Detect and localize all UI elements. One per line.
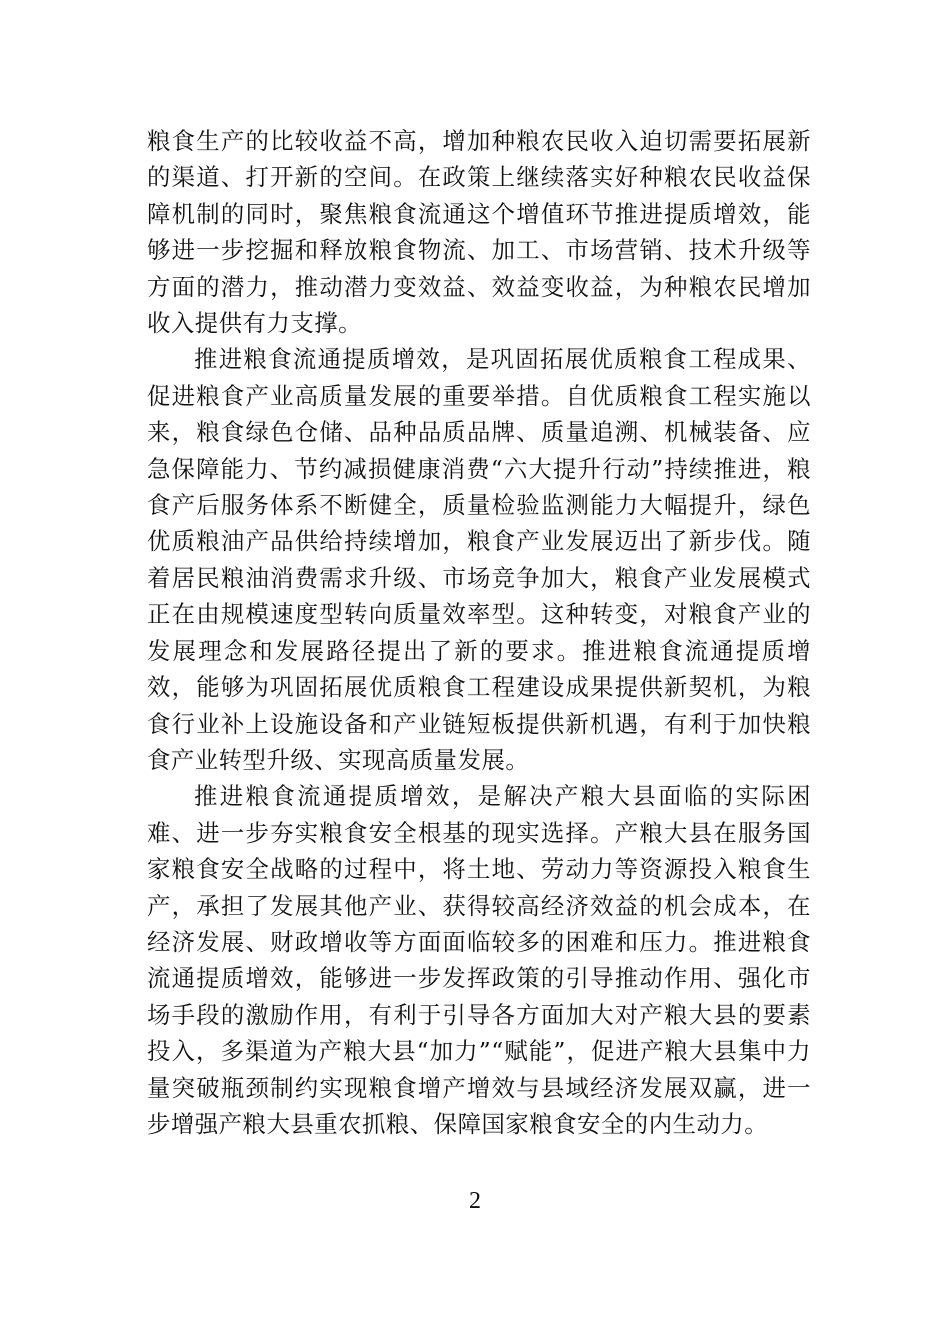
paragraph-continued: 粮食生产的比较收益不高，增加种粮农民收入迫切需要拓展新的渠道、打开新的空间。在政策上继续落实好种粮农民收益保障机制的同时，聚焦粮食流通这个增值环节推进提质增效，能够进一步挖掘和释放粮食物流、加工、市场营销、技术升级等方面的潜力，推动潜力变效益、效益变收益，为种粮农民增加收入提供有力支撑。 xyxy=(147,127,811,338)
paragraph-grain-producing-counties: 推进粮食流通提质增效，是解决产粮大县面临的实际困难、进一步夯实粮食安全根基的现实选择。产粮大县在服务国家粮食安全战略的过程中，将土地、劳动力等资源投入粮食生产，承担了发展其他产业、获得较高经济效益的机会成本，在经济发展、财政增收等方面面临较多的困难和压力。推进粮食流通提质增效，能够进一步发挥政策的引导推动作用、强化市场手段的激励作用，有利于引导各方面加大对产粮大县的要素投入，多渠道为产粮大县“加力”“赋能”，促进产粮大县集中力量突破瓶颈制约实现粮食增产增效与县域经济发展双赢，进一步增强产粮大县重农抓粮、保障国家粮食安全的内生动力。 xyxy=(147,782,811,1138)
document-body xyxy=(147,123,811,1142)
page-number: 2 xyxy=(469,1188,481,1214)
paragraph-quality-grain-project: 推进粮食流通提质增效，是巩固拓展优质粮食工程成果、促进粮食产业高质量发展的重要举措。自优质粮食工程实施以来，粮食绿色仓储、品种品质品牌、质量追溯、机械装备、应急保障能力、节约减损健康消费“六大提升行动”持续推进，粮食产后服务体系不断健全，质量检验监测能力大幅提升，绿色优质粮油产品供给持续增加，粮食产业发展迈出了新步伐。随着居民粮油消费需求升级、市场竞争加大，粮食产业发展模式正在由规模速度型转向质量效率型。这种转变，对粮食产业的发展理念和发展路径提出了新的要求。推进粮食流通提质增效，能够为巩固拓展优质粮食工程建设成果提供新契机，为粮食行业补上设施设备和产业链短板提供新机遇，有利于加快粮食产业转型升级、实现高质量发展。 xyxy=(147,345,811,774)
